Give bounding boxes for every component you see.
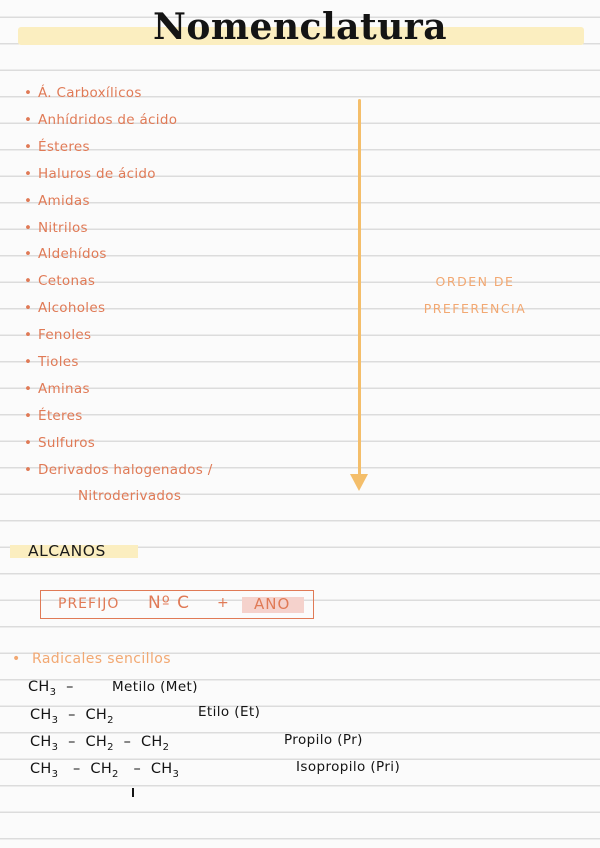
formula-suffix: ANO	[254, 595, 291, 613]
list-item: • Fenoles	[24, 327, 92, 343]
formula-prefix: PREFIJO	[58, 596, 120, 612]
list-item: • Éteres	[24, 408, 83, 424]
list-item: • Á. Carboxílicos	[24, 85, 142, 101]
formula-nc: Nº C	[148, 593, 191, 613]
down-arrow-line	[358, 99, 361, 477]
radicales-heading: • Radicales sencillos	[12, 651, 171, 667]
list-item: • Aldehídos	[24, 246, 107, 262]
list-item: • Nitrilos	[24, 220, 88, 236]
down-arrow-icon	[350, 474, 368, 491]
list-item: • Amidas	[24, 193, 90, 209]
radical-name: Etilo (Et)	[198, 704, 261, 720]
list-item-continuation: Nitroderivados	[78, 488, 182, 504]
radical-formula: $CH_3$ –	[28, 679, 74, 698]
radical-name: Metilo (Met)	[112, 679, 198, 695]
radical-name: Propilo (Pr)	[284, 732, 363, 748]
order-label-line1: ORDEN DE	[435, 274, 515, 289]
list-item: • Aminas	[24, 381, 90, 397]
list-item: • Haluros de ácido	[24, 166, 156, 182]
list-item: • Sulfuros	[24, 435, 96, 451]
list-item: • Anhídridos de ácido	[24, 112, 178, 128]
bond-stroke	[132, 788, 134, 797]
radical-formula: $CH_3 - CH_2 - CH_3$	[30, 761, 180, 780]
list-item: • Tioles	[24, 354, 79, 370]
list-item: • Ésteres	[24, 139, 90, 155]
page-title: Nomenclatura	[152, 6, 448, 48]
list-item: • Cetonas	[24, 273, 96, 289]
radical-formula: $CH_3 - CH_2$	[30, 707, 114, 726]
list-item: • Alcoholes	[24, 300, 106, 316]
radical-formula: $CH_3 - CH_2 - CH_2$	[30, 734, 170, 753]
section-heading: ALCANOS	[28, 542, 106, 560]
radical-name: Isopropilo (Pri)	[296, 759, 401, 775]
order-label-line2: PREFERENCIA	[423, 301, 527, 316]
list-item: • Derivados halogenados /	[24, 462, 213, 478]
formula-plus: +	[217, 595, 229, 611]
